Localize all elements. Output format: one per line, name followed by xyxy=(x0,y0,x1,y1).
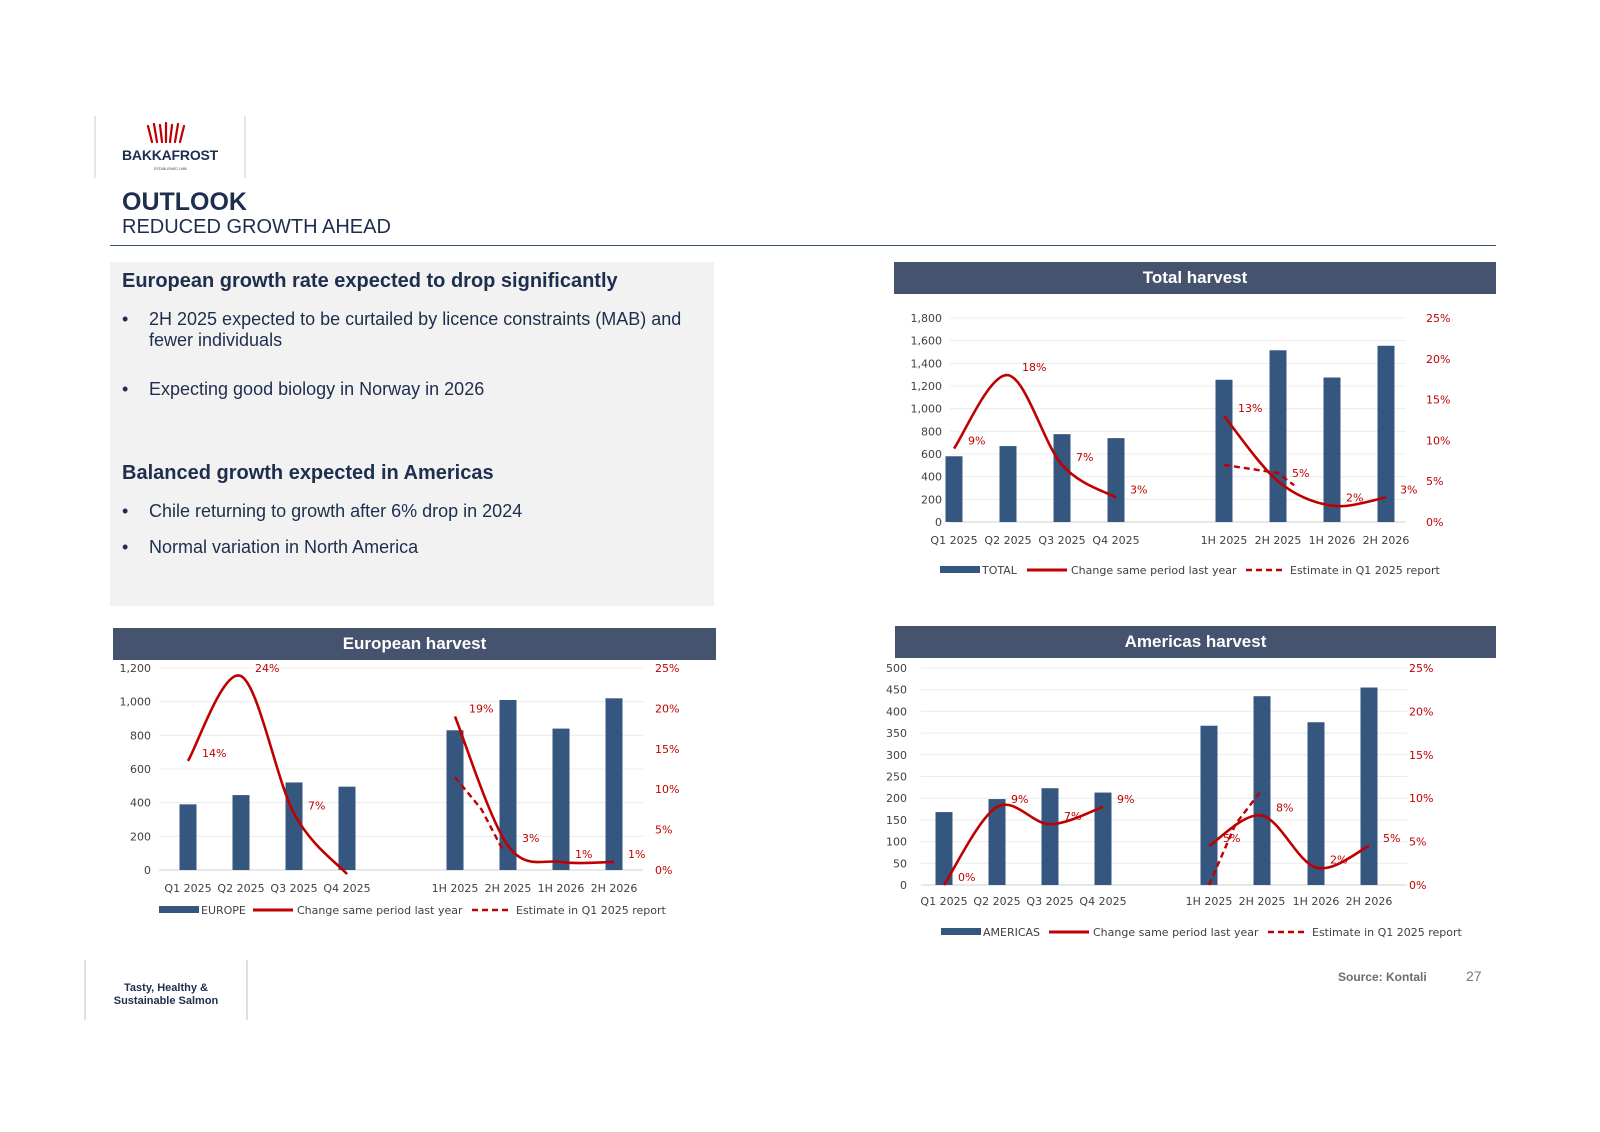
bar xyxy=(1108,438,1125,522)
bullet-marker: • xyxy=(122,501,129,521)
right-axis-tick: 0% xyxy=(655,864,673,877)
right-axis-tick: 5% xyxy=(1426,475,1444,489)
bar xyxy=(1000,446,1017,522)
legend-label: Estimate in Q1 2025 report xyxy=(1312,926,1462,939)
total-harvest-title: Total harvest xyxy=(894,262,1496,294)
data-label: 9% xyxy=(1011,792,1029,806)
left-axis-tick: 450 xyxy=(886,683,907,697)
left-axis-tick: 0 xyxy=(935,516,942,529)
data-label: 2% xyxy=(1330,853,1348,867)
page-title: OUTLOOK xyxy=(122,188,247,216)
bar xyxy=(339,787,356,870)
right-axis-tick: 10% xyxy=(1409,792,1434,806)
data-label: 3% xyxy=(1400,483,1418,497)
data-label: 5% xyxy=(1383,831,1401,845)
data-label: 3% xyxy=(522,831,540,845)
x-axis-tick: Q2 2025 xyxy=(984,534,1032,547)
right-axis-tick: 0% xyxy=(1409,879,1427,892)
left-axis-tick: 400 xyxy=(130,796,151,810)
legend-label: AMERICAS xyxy=(983,926,1041,939)
european-harvest-title: European harvest xyxy=(113,628,716,660)
right-axis-tick: 15% xyxy=(655,742,680,756)
bullet-text: Chile returning to growth after 6% drop in 2024 xyxy=(149,501,523,521)
source-note: Source: Kontali xyxy=(1338,970,1427,984)
right-axis-tick: 5% xyxy=(1409,835,1427,849)
left-axis-tick: 800 xyxy=(921,425,942,439)
data-label: 5% xyxy=(1292,467,1310,481)
x-axis-tick: Q3 2025 xyxy=(270,882,318,895)
tagline-line2: Sustainable Salmon xyxy=(113,995,219,1007)
left-axis-tick: 1,200 xyxy=(119,662,151,675)
bar xyxy=(180,804,197,870)
x-axis-tick: 2H 2026 xyxy=(1345,895,1393,908)
left-axis-tick: 50 xyxy=(893,857,907,871)
data-label: 14% xyxy=(202,746,227,760)
right-axis-tick: 0% xyxy=(1426,516,1444,529)
left-axis-tick: 350 xyxy=(886,727,907,741)
right-axis-tick: 15% xyxy=(1409,748,1434,762)
total-harvest-chart xyxy=(894,300,1496,600)
americas-harvest-title: Americas harvest xyxy=(895,626,1496,658)
data-label: 7% xyxy=(308,799,326,813)
data-label: 1% xyxy=(575,847,593,861)
x-axis-tick: Q2 2025 xyxy=(973,895,1021,908)
left-axis-tick: 1,000 xyxy=(910,402,942,416)
legend-label: Change same period last year xyxy=(1093,926,1259,939)
x-axis-tick: Q4 2025 xyxy=(1092,534,1140,547)
left-axis-tick: 300 xyxy=(886,748,907,762)
left-axis-tick: 600 xyxy=(921,448,942,461)
data-label: 5% xyxy=(1223,831,1241,845)
data-label: 19% xyxy=(469,702,494,716)
bar xyxy=(1054,434,1071,522)
x-axis-tick: Q4 2025 xyxy=(1079,895,1127,908)
right-axis-tick: 25% xyxy=(1426,312,1451,325)
bullet-text: Expecting good biology in Norway in 2026 xyxy=(149,379,485,399)
bullet-text: 2H 2025 expected to be curtailed by licence constraints (MAB) and fewer individuals xyxy=(149,309,682,350)
left-axis-tick: 1,800 xyxy=(910,312,942,325)
left-axis-tick: 1,200 xyxy=(910,380,942,393)
brand-established: ESTABLISHED 1968 xyxy=(154,167,187,171)
left-axis-tick: 800 xyxy=(130,729,151,743)
data-label: 7% xyxy=(1076,450,1094,464)
left-axis-tick: 400 xyxy=(921,470,942,484)
legend-swatch-bar xyxy=(941,928,981,935)
bar xyxy=(606,698,623,870)
left-axis-tick: 500 xyxy=(886,662,907,675)
x-axis-tick: Q1 2025 xyxy=(164,882,212,895)
right-axis-tick: 20% xyxy=(1409,705,1434,719)
left-axis-tick: 100 xyxy=(886,835,907,849)
right-axis-tick: 10% xyxy=(1426,434,1451,448)
left-axis-tick: 600 xyxy=(130,763,151,776)
bar xyxy=(1201,726,1218,885)
legend-label: Estimate in Q1 2025 report xyxy=(516,904,666,917)
bar xyxy=(1308,722,1325,885)
left-axis-tick: 400 xyxy=(886,705,907,719)
data-label: 1% xyxy=(628,847,646,861)
x-axis-tick: 2H 2025 xyxy=(1238,895,1286,908)
legend-label: Estimate in Q1 2025 report xyxy=(1290,564,1440,577)
right-axis-tick: 5% xyxy=(655,823,673,837)
legend-label: EUROPE xyxy=(201,904,246,917)
bar xyxy=(447,730,464,870)
x-axis-tick: 1H 2025 xyxy=(1185,895,1233,908)
x-axis-tick: 2H 2025 xyxy=(1254,534,1302,547)
bar xyxy=(1216,380,1233,522)
bullet-marker: • xyxy=(122,537,129,557)
bar xyxy=(1042,788,1059,885)
data-label: 7% xyxy=(1064,810,1082,824)
x-axis-tick: Q3 2025 xyxy=(1026,895,1074,908)
x-axis-tick: Q4 2025 xyxy=(323,882,371,895)
x-axis-tick: 1H 2026 xyxy=(1308,534,1356,547)
tagline-line1: Tasty, Healthy & xyxy=(124,982,208,994)
data-label: 13% xyxy=(1238,401,1263,415)
left-axis-tick: 0 xyxy=(144,864,151,877)
x-axis-tick: 2H 2025 xyxy=(484,882,532,895)
left-axis-tick: 200 xyxy=(130,830,151,844)
legend-label: Change same period last year xyxy=(297,904,463,917)
crown-logo-icon xyxy=(146,122,186,144)
data-label: 0% xyxy=(958,871,976,884)
page-subtitle: REDUCED GROWTH AHEAD xyxy=(122,216,391,238)
data-label: 2% xyxy=(1346,491,1364,505)
right-axis-tick: 20% xyxy=(655,702,680,716)
left-axis-tick: 1,400 xyxy=(910,357,942,371)
left-axis-tick: 200 xyxy=(921,493,942,507)
x-axis-tick: 1H 2025 xyxy=(431,882,479,895)
bar xyxy=(233,795,250,870)
x-axis-tick: 1H 2026 xyxy=(1292,895,1340,908)
summary-heading-europe: European growth rate expected to drop significantly xyxy=(122,270,618,292)
x-axis-tick: Q1 2025 xyxy=(930,534,978,547)
bar xyxy=(553,729,570,870)
x-axis-tick: 1H 2025 xyxy=(1200,534,1248,547)
right-axis-tick: 25% xyxy=(655,662,680,675)
bullet-marker: • xyxy=(122,309,129,329)
right-axis-tick: 25% xyxy=(1409,662,1434,675)
left-axis-tick: 1,000 xyxy=(119,695,151,709)
legend-label: Change same period last year xyxy=(1071,564,1237,577)
legend-label: TOTAL xyxy=(982,564,1017,577)
bar xyxy=(1361,688,1378,885)
data-label: 24% xyxy=(255,662,280,676)
right-axis-tick: 20% xyxy=(1426,352,1451,366)
bar xyxy=(1324,378,1341,523)
x-axis-tick: 2H 2026 xyxy=(1362,534,1410,547)
bar xyxy=(286,782,303,870)
bar xyxy=(946,456,963,522)
bar xyxy=(1270,350,1287,522)
summary-heading-americas: Balanced growth expected in Americas xyxy=(122,462,494,484)
right-axis-tick: 15% xyxy=(1426,393,1451,407)
left-axis-tick: 250 xyxy=(886,770,907,784)
logo xyxy=(94,116,246,178)
left-axis-tick: 0 xyxy=(900,879,907,892)
data-label: 9% xyxy=(1117,792,1135,806)
left-axis-tick: 200 xyxy=(886,792,907,806)
page-number: 27 xyxy=(1466,968,1482,984)
right-axis-tick: 10% xyxy=(655,783,680,797)
legend-swatch-bar xyxy=(940,566,980,573)
x-axis-tick: Q1 2025 xyxy=(920,895,968,908)
data-label: 8% xyxy=(1276,801,1294,815)
data-label: 18% xyxy=(1022,361,1047,375)
x-axis-tick: 2H 2026 xyxy=(590,882,638,895)
x-axis-tick: Q3 2025 xyxy=(1038,534,1086,547)
data-label: 9% xyxy=(968,434,986,448)
legend-swatch-bar xyxy=(159,906,199,913)
left-axis-tick: 150 xyxy=(886,813,907,827)
change-line-series xyxy=(188,675,347,874)
european-harvest-chart xyxy=(113,664,716,944)
x-axis-tick: 1H 2026 xyxy=(537,882,585,895)
americas-harvest-chart xyxy=(886,662,1496,966)
summary-box xyxy=(110,262,714,606)
tagline xyxy=(84,960,248,1020)
bar xyxy=(1095,793,1112,885)
bullet-text: Normal variation in North America xyxy=(149,537,419,557)
data-label: 3% xyxy=(1130,483,1148,497)
bar xyxy=(1254,696,1271,885)
x-axis-tick: Q2 2025 xyxy=(217,882,265,895)
left-axis-tick: 1,600 xyxy=(910,334,942,348)
bar xyxy=(1378,346,1395,522)
brand-name: BAKKAFROST xyxy=(122,147,218,163)
header-divider xyxy=(110,245,1496,246)
bullet-marker: • xyxy=(122,379,129,399)
